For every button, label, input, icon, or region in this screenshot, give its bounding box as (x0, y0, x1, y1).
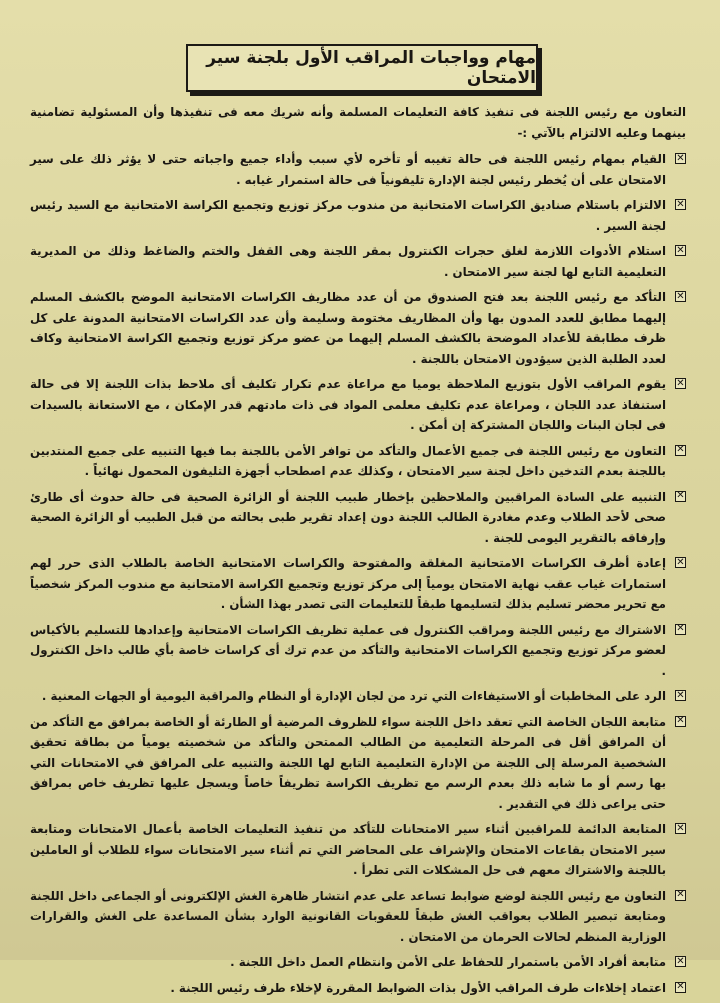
list-item-text: التعاون مع رئيس اللجنة لوضع ضوابط تساعد على عدم انتشار ظاهرة الغش الإلكترونى أو الجماعى داخل اللجنة ومتابعة تبصير الطلاب بعواقب الغش طبقاً للعقوبات القانونية الوارد بشأن المساعدة على الغش والقرارات الوزارية المنظم لحالات الحرمان من الامتحان . (30, 888, 666, 944)
list-item-text: الالتزام باستلام صناديق الكراسات الامتحانية من مندوب مركز توزيع وتجميع الكراسة الامتحانية مع السيد رئيس لجنة السير . (30, 198, 666, 233)
list-item (30, 553, 686, 615)
x-box-icon: ✕ (676, 822, 685, 834)
list-item (30, 978, 686, 999)
list-item-text: يقوم المراقب الأول بتوزيع الملاحظة يوميا مع مراعاة عدم تكرار تكليف أى ملاحظ بذات اللجنة إلا فى حالة استنفاذ عدد اللجان ، ومراعاة عدم تكليف معلمى المواد فى ذات مادتهم قدر الإمكان ، مع الاستعانة بالسيدات فى لجان البنات واللجان المشتركة إن أمكن . (30, 377, 666, 432)
document-body (30, 102, 686, 1003)
list-item (30, 620, 686, 682)
list-item (30, 712, 686, 815)
list-item (30, 686, 686, 707)
x-box-icon: ✕ (676, 198, 685, 210)
list-item-text: الاشتراك مع رئيس اللجنة ومراقب الكنترول فى عملية تظريف الكراسات الامتحانية وإعدادها للتسليم بالأكياس لعضو مركز توزيع وتجميع الكراسات الامتحانية والتأكد من عدم ترك أى كراسات خاصة بأي طالب داخل الكنترول . (30, 622, 666, 678)
list-item (30, 287, 686, 369)
x-box-icon: ✕ (676, 689, 685, 701)
list-item (30, 241, 686, 282)
list-item-text: استلام الأدوات اللازمة لغلق حجرات الكنترول بمقر اللجنة وهى القفل والختم والضاغط وذلك من المديرية التعليمية التابع لها لجنة سير الامتحان . (30, 244, 666, 279)
list-item-text: المتابعة الدائمة للمراقبين أثناء سير الامتحانات للتأكد من تنفيذ التعليمات الخاصة بأعمال الامتحانات ومتابعة سير الامتحان بقاعات الامتحان والإشراف على المحاضر التي تم أثناء سير الامتحانات سواء للطلاب أو العاملين باللجنة والاشتراك معهم فى حل المشكلات التى تطرأ . (30, 822, 666, 877)
task-list (30, 149, 686, 998)
list-item-text: إعادة أظرف الكراسات الامتحانية المغلقة والمفتوحة والكراسات الامتحانية الخاصة بالطلاب الذى حرر لهم استمارات غياب عقب نهاية الامتحان يومياً إلى مركز توزيع وتجميع الكراسة الامتحانية مع مندوب المركز شخصياً مع تحرير محضر تسليم بذلك لتسليمها طبقاً للتعليمات التى تصدر بهذا الشأن . (30, 556, 666, 611)
list-item-text: الرد على المخاطبات أو الاستيفاءات التي ترد من لجان الإدارة أو النظام والمراقبة اليومية أو الجهات المعنية . (41, 689, 666, 703)
list-item-text: التعاون مع رئيس اللجنة فى جميع الأعمال والتأكد من توافر الأمن باللجنة بما فيها التنبيه على جميع المنتدبين باللجنة بعدم التدخين داخل لجنة سير الامتحان ، وكذلك عدم اصطحاب أجهزة التليفون المحمول نهائياً . (30, 443, 666, 478)
x-box-icon: ✕ (676, 556, 685, 568)
x-box-icon: ✕ (676, 444, 685, 455)
intro-paragraph: التعاون مع رئيس اللجنة فى تنفيذ كافة التعليمات المسلمة وأنه شريك معه فى تنفيذها وأن المسئولية تضامنية بينهما وعليه الالتزام بالآتي :- (30, 105, 686, 140)
x-box-icon: ✕ (676, 981, 685, 992)
x-box-icon: ✕ (676, 715, 685, 726)
document-title: مهام وواجبات المراقب الأول بلجنة سير الامتحان (206, 48, 536, 88)
x-box-icon: ✕ (676, 623, 685, 634)
list-item (30, 374, 686, 436)
x-box-icon: ✕ (676, 889, 685, 900)
list-item (30, 952, 686, 973)
list-item-text: التأكد مع رئيس اللجنة بعد فتح الصندوق من أن عدد مظاريف الكراسات الامتحانية الموضح بالكشف المسلم إليهما مطابق للعدد المدون بها وأن المظاريف مختومة وسليمة وأن عدد الكراسات الامتحانية المدونة على كل ظرف مطابقة للأعداد الموضحة بالكشف المسلم إليهما من عضو مركز توزيع وتجميع الكراسة الامتحانية وكاف لعدد الطلبة الذين سيؤدون الامتحان باللجنة . (30, 290, 666, 366)
list-item (30, 886, 686, 948)
x-box-icon: ✕ (676, 377, 685, 389)
title-box (186, 44, 538, 92)
list-item-text: اعتماد إخلاءات طرف المراقب الأول بذات الضوابط المقررة لإخلاء طرف رئيس اللجنة . (170, 980, 666, 995)
list-item-text: القيام بمهام رئيس اللجنة فى حالة تغيبه أو تأخره لأي سبب وأداء جميع واجباته حتى لا يؤثر ذلك على سير الامتحان على أن يُخطر رئيس لجنة الإدارة تليفونياً فى حالة استمرار غيابه . (30, 152, 666, 187)
list-item (30, 819, 686, 881)
x-box-icon: ✕ (676, 290, 685, 302)
x-box-icon: ✕ (676, 955, 685, 967)
x-box-icon: ✕ (676, 152, 685, 164)
x-box-icon: ✕ (676, 244, 685, 256)
list-item (30, 441, 686, 482)
list-item-text: متابعة أفراد الأمن باستمرار للحفاظ على الأمن وانتظام العمل داخل اللجنة . (230, 955, 666, 969)
x-box-icon: ✕ (676, 490, 685, 501)
list-item (30, 195, 686, 236)
list-item (30, 149, 686, 190)
list-item-text: متابعة اللجان الخاصة التي تعقد داخل اللجنة سواء للظروف المرضية أو الطارئة أو الخاصة بمرافق مع التأكد من أن المرافق أقل فى المرحلة التعليمية من الطالب الممتحن والتأكد من شخصيته يومياً من بطاقة تحقيق الشخصية المرسلة إلى اللجنة من الإدارة التعليمية التابع لها اللجنة والتنبيه على المرافق في الامتحانات التي بها رسم أو ما شابه ذلك بعدم الرسم مع تظريف الكراسة تظريفاً خاصاً ويسجل عليها تظريف خاص بمرافق حتى يراعى ذلك في التقدير . (30, 714, 666, 811)
list-item-text: التنبيه على السادة المراقبين والملاحظين بإخطار طبيب اللجنة أو الزائرة الصحية فى حالة حدوث أى طارئ صحى لأحد الطلاب وعدم مغادرة الطالب اللجنة دون إعداد تقرير طبى بحالته من قبل الطبيب أو الزائرة الصحية وإرفاقه بالتقرير اليومى للجنة . (30, 489, 666, 545)
list-item (30, 487, 686, 549)
